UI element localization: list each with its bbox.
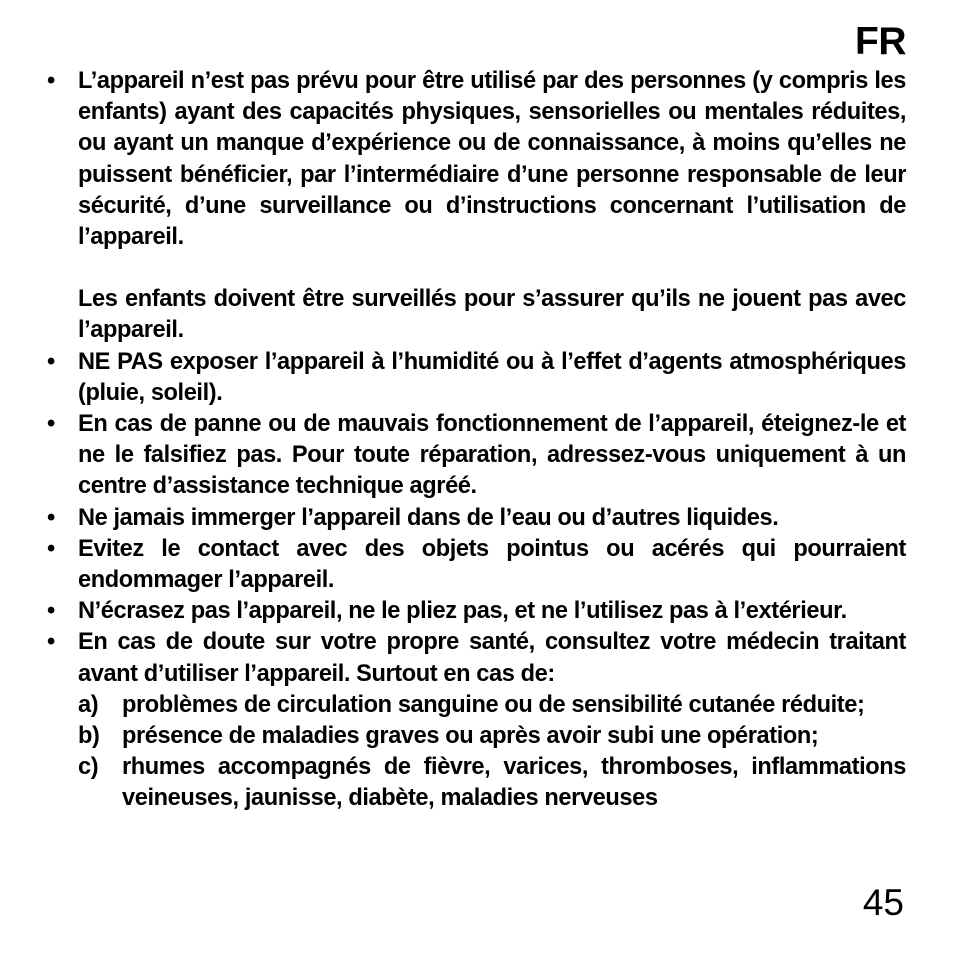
bullet-marker: •	[47, 411, 55, 438]
sub-list-item	[78, 721, 906, 752]
list-item	[44, 66, 906, 347]
sub-list	[78, 690, 906, 815]
paragraph: En cas de doute sur votre propre santé, consultez votre médecin traitant avant d’utiliser l’appareil. Surtout en cas de:	[78, 629, 906, 687]
sub-item-marker: b)	[78, 723, 100, 750]
list-item	[44, 347, 906, 409]
safety-instructions-list	[44, 66, 906, 815]
list-item	[44, 534, 906, 596]
paragraph: L’appareil n’est pas prévu pour être utilisé par des personnes (y compris les enfants) ayant des capacités physiques, sensorielles ou mentales réduites, ou ayant un manque d’expérience ou de connaissance, à moins qu’elles ne puissent bénéficier, par l’intermédiaire d’une personne responsable de leur sécurité, d’une surveillance ou d’instructions concernant l’utilisation de l’appareil.	[78, 68, 906, 251]
paragraph: Les enfants doivent être surveillés pour s’assurer qu’ils ne jouent pas avec l’appareil.	[78, 286, 906, 344]
paragraph: Ne jamais immerger l’appareil dans de l’eau ou d’autres liquides.	[78, 504, 779, 531]
sub-list-item	[78, 752, 906, 814]
language-tag: FR	[855, 20, 906, 63]
bullet-marker: •	[47, 504, 55, 531]
paragraph: NE PAS exposer l’appareil à l’humidité ou à l’effet d’agents atmosphériques (pluie, soleil).	[78, 348, 906, 406]
bullet-marker: •	[47, 535, 55, 562]
paragraph: Evitez le contact avec des objets pointus ou acérés qui pourraient endommager l’appareil.	[78, 535, 906, 594]
sub-item-text: problèmes de circulation sanguine ou de sensibilité cutanée réduite;	[122, 691, 865, 718]
list-item	[44, 503, 906, 534]
sub-item-text: présence de maladies graves ou après avoir subi une opération;	[122, 723, 819, 750]
paragraph: En cas de panne ou de mauvais fonctionnement de l’appareil, éteignez-le et ne le falsifiez pas. Pour toute réparation, adressez-vous uniquement à un centre d’assistance technique agréé.	[78, 411, 906, 500]
page-number: 45	[862, 882, 904, 923]
list-item	[44, 627, 906, 814]
bullet-marker: •	[47, 598, 55, 625]
bullet-marker: •	[47, 348, 55, 375]
list-item	[44, 409, 906, 503]
paragraph: N’écrasez pas l’appareil, ne le pliez pas, et ne l’utilisez pas à l’extérieur.	[78, 598, 847, 625]
bullet-marker: •	[47, 629, 55, 656]
sub-item-text: rhumes accompagnés de fièvre, varices, thromboses, inflammations veineuses, jaunisse, diabète, maladies nerveuses	[122, 754, 906, 812]
sub-list-item	[78, 690, 906, 721]
sub-item-marker: a)	[78, 691, 99, 718]
bullet-marker: •	[47, 68, 55, 94]
sub-item-marker: c)	[78, 754, 99, 781]
list-item	[44, 596, 906, 627]
